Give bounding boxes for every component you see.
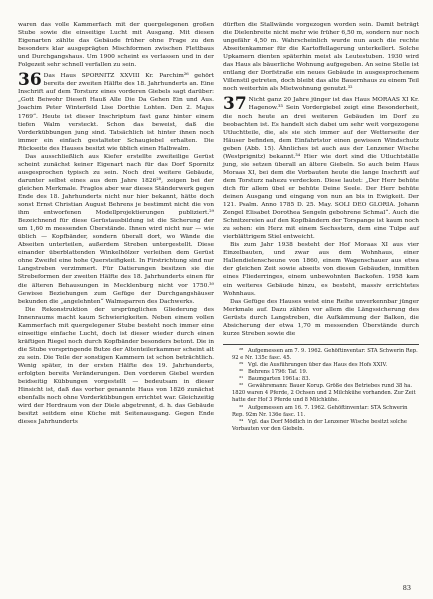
paragraph: Das Gefüge des Hauses weist eine Reihe unverkennbar jünger Merkmale auf. Dazu zählen vor allem die Längssicherung des Gerüsts durch Langstreben, die Aufkämmung der Balken, die Absicherung der etwa 1,70 m messenden Überstände durch kurze Streben sowie die [223,298,419,337]
paragraph: Das ausschließlich aus Kiefer erstellte zweiteilige Gerüst scheint zunächst keiner Eigenart nach für das Dorf Spornitz ausgesprochen typisch zu sein. Noch drei weitere Gebäude, darunter selbst eines aus dem Jahre 1826²⁸, zeigen bei der gleichen Merkmale. Fraglos aber war dieses Ständerwerk gegen Ende des 18. Jahrhunderts nicht nur hier bekannt, hätte doch sonst Ernst Christian August Behrens je bestimmt nicht die von ihm entworfenen Modellprojektierungen publiziert.²⁹ Bezeichnend für diese Gerüstausbildung ist die Sicherung der um 1,60 m messenden Überstände. Ihnen wird nicht nur — wie üblich — Kopfbänder, sondern überall dort, wo Wände die Abseiten unterteilen, außerdem Streben untergestellt. Diese einander überblattenden Winkelhölzer verleihen dem Gerüst ohne Zweifel eine hohe Quersteifigkeit. In Firstrichtung sind nur Langstreben verzimmert. Für Datierungen besitzen sie die Strebeformen der zweiten Hälfte des 18. Jahrhunderts einen für die älteren Behausungen in Mecklenburg nicht vor 1750.³⁰ Gewisse Beziehungen zum Gefüge der Durchgangshäuser bekunden die „angelehnten“ Walmsparren des Dachwerks. [18,153,214,305]
section-36 [18,72,214,152]
footnote: ³⁴ Vgl. das Dorf Mödlich in der Lenzener Wische besitzt solche Vorbauten vor den Giebeln. [232,418,407,432]
paragraph: Die Rekonstruktion der ursprünglichen Gliederung des Innenraums macht kaum Schwierigkeiten. Neben einem vollen Kammerfach mit quergelegener Stube besteht noch immer eine einseitige einfache Lucht, doch ist dieser wieder durch einen kräftigen Riegel noch durch Kopfbänder besonders betont. Die in die Stube vorspringende Butze der Altenteilerkammer scheint alt zu sein. Die Teile der sonstigen Kammern ist schon beträchtlich. Wenig später, in der ersten Hälfte des 19. Jahrhunderts, erfolgten bereits Veränderungen. Den vorderen Giebel werden beidseitig Kübbungen vorgestellt — bedeutsam in dieser Hinsicht ist, daß das vorher genannte Haus von 1826 zunächst ebenfalls noch ohne Vorderkübbungen errichtet war. Gleichzeitig wird der Herdraum von der Diele abgetrennt, d. h. das Gebäude besitzt seitdem eine Küche mit Seitenausgang. Gegen Ende dieses Jahrhunderts [18,306,214,426]
footnote: ²⁸ Aufgemessen am 7. 9. 1962. Gehöftinventar: STA Schwerin Rep. 92 e Nr. 135c fasc. 45. [232,347,418,361]
left-column [18,21,214,426]
footnote: ²⁹ Vgl. die Ausführungen über das Haus des Hofs XXIV. [239,362,387,369]
right-column [223,21,419,433]
section-37 [223,96,419,241]
paragraph: waren das volle Kammerfach mit der quergelegenen großen Stube sowie die einseitige Lucht mit Ausgang. Mit diesen Eigenarten zählte das Gebäude früher ohne Frage zu den besonders klar ausgeprägten Mischformen zwischen Flettbaus und Durchgangshaus. Um 1900 scheint es verlassen und in der Folgezeit sehr schnell verfallen zu sein. [18,22,214,69]
paragraph: dürften die Stallwände vorgezogen worden sein. Damit beträgt die Dielenbreite nicht mehr wie früher 6,50 m, sondern nur noch ungefähr 4,50 m. Wahrscheinlich wurde nun auch die rechte Abseitenkammer für die Kartoffellagerung unterkellert. Solche Upkamern dienten späterhin meist als Leutestuben. 1930 wird das Haus als bäuerliche Wohnung aufgegeben. An seine Stelle ist entlang der Dorfstraße ein neues Gebäude in ausgesprochenem Villenstil getreten, doch bleibt das alte Bauernhaus zu einem Teil noch weiterhin als Mietwohnung genutzt.³² [223,22,419,93]
section-number: 36 [18,70,42,91]
page-number: 83 [402,584,411,592]
footnote: ³⁰ Behrens 1796: Taf. 19. [239,369,308,376]
footnotes [223,344,419,433]
section-number: 37 [223,94,247,115]
paragraph-text: Das Haus SPORNITZ XXVIII Kr. Parchim²⁶ gehört bereits der zweiten Hälfte des 18. Jahrhunderts an. Eine Inschrift auf dem Torsturz eines vorderen Giebels sagt darüber: „Gott Beiwohr Diesefi Hauß Alle Die Da Gehen Ein und Aus. Joachim Peter Winterfeld Lise Dorthie Lohten. Den 2. Majus 1769“. Heute ist dieser Inschriptum fast ganz hinter einem tiefen Walm versteckt. Schon das beweist, daß die Vorderkübbungen jung sind. Tatsächlich ist hinter ihnen noch immer ein einfach gestalteter Schaugiebel erhalten. Die Rückseite des Hauses besitzt wie üblich einen Halbwalm. [18,73,214,152]
paragraph: Bis zum Jahr 1938 besteht der Hof Moraas XI aus vier Einzelbauten, und zwar aus dem Wohnhaus, einer Hallendielenscheune von 1860, einem Wagenschauer aus etwa der gleichen Zeit sowie abseits von diesen Gebäuden, inmitten eines Fliederringes, einem unbewohnten Backofen. 1958 kam ein weiteres Gebäude hinzu, es besteht, massiv errichtetes Wohnhaus. [223,242,419,297]
footnote: ³² Gewährsmann: Bauer Korup. Größe des Betriebes rund 38 ha. 1820 waren 4 Pferde, 2 Ochsen und 2 Milchkühe vorhanden. Zur Zeit hatte der Hof 3 Pferde und 8 Milchkühe. [232,383,416,404]
paragraph-text: Nicht ganz 20 Jahre jünger ist das Haus MORAAS XI Kr. Hagenow.³³ Sein Vordergiebel zeigt eine Besonderheit, die noch heute an drei weiteren Gebäuden im Dorf zu beobachten ist. Es handelt sich dabei um sehr weit vorgezogene Utluchtteile, die, als sie sich immer auf der Wetterseite der Häuser befinden, dem Einfahrtstor einen gewissen Windschutz geben (Abb. 15). Ähnliches ist auch aus der Lenzener Wische (Westprignitz) bekannt.³⁴ Hier wie dort sind die Utluchtställe jung, sie setzen überall an ältere Giebeln. So auch beim Haus Moraas XI, bei dem die Vorbauten heute die lange Inschrift auf dem Torsturz nahezu verdecken. Diese lautet: „Der Herr behüte dich für allem übel er behüte Deine Seele. Der Herr behüte deinen Ausgang und eingang von nun an bis in Ewigkeit. Der 121. Psalm. Anno 1785 D. 25. May. SOLI DEO GLORIA. Johann Zengel Elisabet Dorothea Sengeln gebohrene Schmal“. Auch die Schnitzereien auf den Kopfbändern der Torspange ist kaum noch zu sehen: ein Herz mit einem Sechsstern, dem eine Tulpe auf vierblättrigem Stiel entweicht. [223,97,419,241]
footnote: ³¹ Baumgarten 1961a: 83. [239,376,311,383]
footnote: ³³ Aufgemessen am 16. 7. 1962. Gehöftinventar: STA Schwerin Rep. 92m Nr. 136e fasc. 11. [232,404,408,418]
